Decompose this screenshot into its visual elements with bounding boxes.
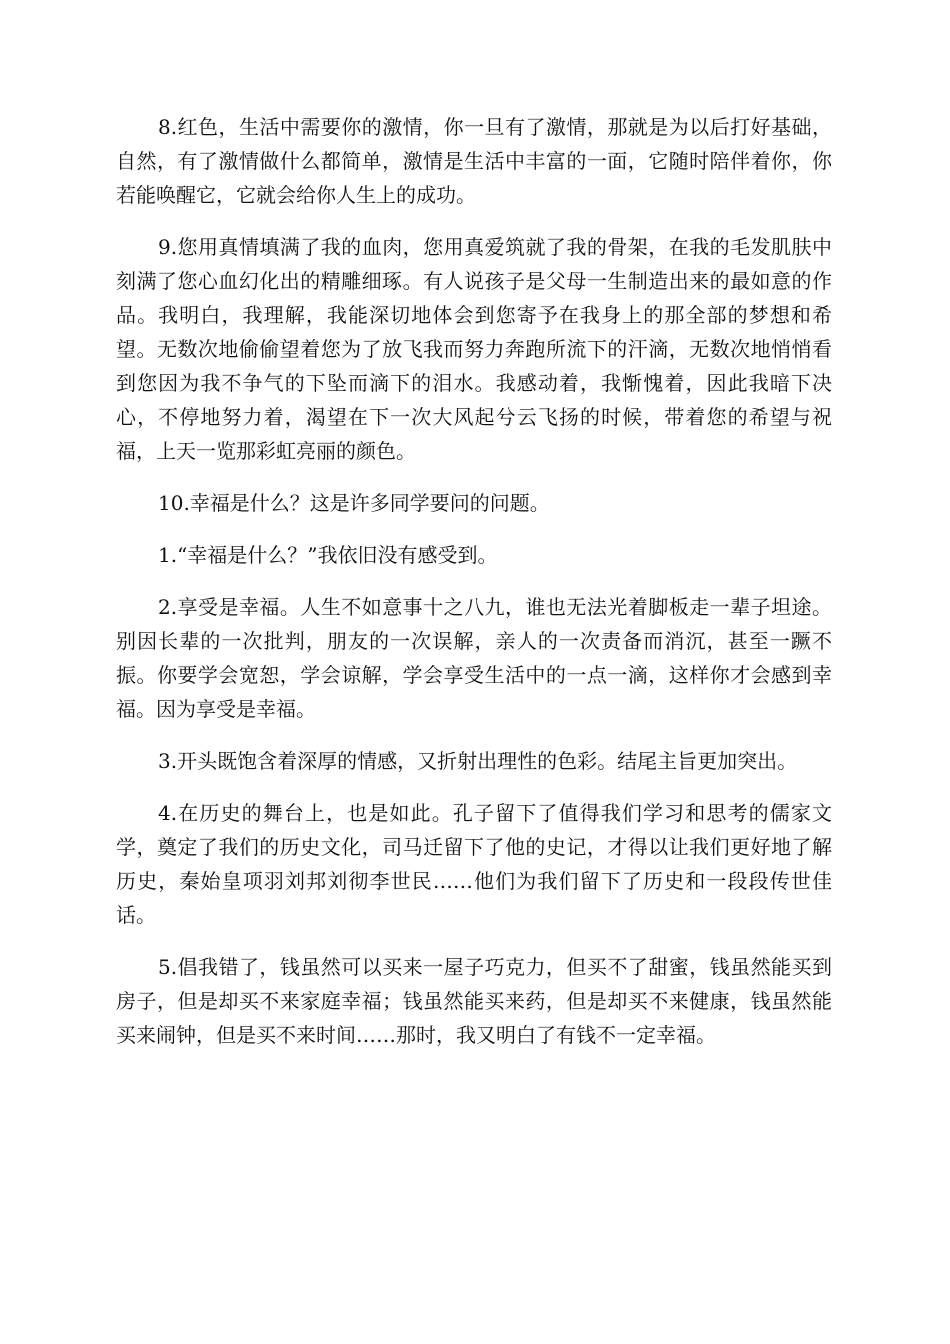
paragraph-5: 5.倡我错了，钱虽然可以买来一屋子巧克力，但买不了甜蜜，钱虽然能买到房子，但是却买不来家庭幸福；钱虽然能买来药，但是却买不来健康，钱虽然能买来闹钟，但是买不来时间……那时，我又明白了有钱不一定幸福。 — [116, 955, 832, 1047]
paragraph-8: 8.红色，生活中需要你的激情，你一旦有了激情，那就是为以后打好基础，自然，有了激情做什么都简单，激情是生活中丰富的一面，它随时陪伴着你，你若能唤醒它，它就会给你人生上的成功。 — [116, 115, 832, 207]
document-page — [116, 110, 832, 1070]
paragraph-1: 1.“幸福是什么？”我依旧没有感受到。 — [158, 543, 498, 567]
paragraph-2: 2.享受是幸福。人生不如意事十之八九，谁也无法光着脚板走一辈子坦途。别因长辈的一次批判，朋友的一次误解，亲人的一次责备而消沉，甚至一蹶不振。你要学会宽恕，学会谅解，学会享受生活中的一点一滴，这样你才会感到幸福。因为享受是幸福。 — [116, 595, 832, 721]
paragraph-9: 9.您用真情填满了我的血肉，您用真爱筑就了我的骨架，在我的毛发肌肤中刻满了您心血幻化出的精雕细琢。有人说孩子是父母一生制造出来的最如意的作品。我明白，我理解，我能深切地体会到您寄予在我身上的那全部的梦想和希望。无数次地偷偷望着您为了放飞我而努力奔跑所流下的汗滴，无数次地悄悄看到您因为我不争气的下坠而滴下的泪水。我感动着，我惭愧着，因此我暗下决心，不停地努力着，渴望在下一次大风起兮云飞扬的时候，带着您的希望与祝福，上天一览那彩虹亮丽的颜色。 — [116, 235, 832, 463]
paragraph-10: 10.幸福是什么？这是许多同学要问的问题。 — [158, 491, 550, 515]
paragraph-4: 4.在历史的舞台上，也是如此。孔子留下了值得我们学习和思考的儒家文学，奠定了我们的历史文化，司马迁留下了他的史记，才得以让我们更好地了解历史，秦始皇项羽刘邦刘彻李世民……他们为我们留下了历史和一段段传世佳话。 — [116, 801, 832, 927]
paragraph-3: 3.开头既饱含着深厚的情感，又折射出理性的色彩。结尾主旨更加突出。 — [158, 749, 798, 773]
